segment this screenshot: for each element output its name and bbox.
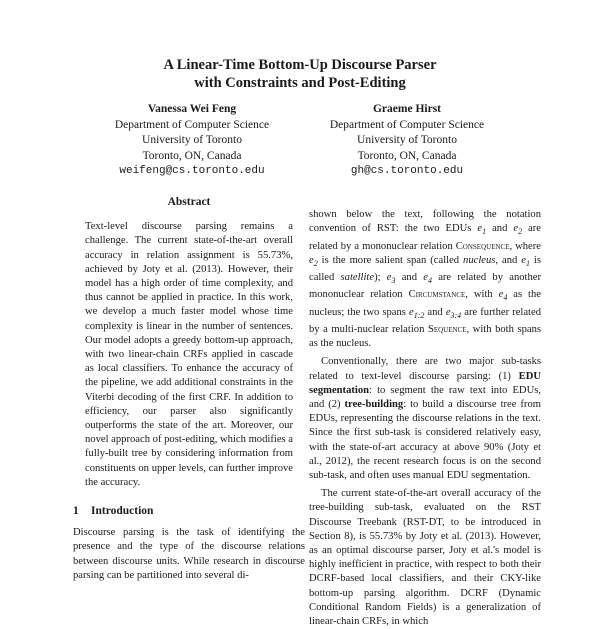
author-name: Graeme Hirst	[372, 103, 441, 115]
term-satellite: satellite	[340, 272, 375, 284]
title-line-2: with Constraints and Post-Editing	[194, 75, 406, 91]
author-email: weifeng@cs.toronto.edu	[119, 165, 265, 177]
rst-notation-paragraph: shown below the text, following the notation convention of RST: the two EDUs $e_1$ and $e_2$ are related by a mononuclear relation Consequence, where $e_2$ is the more salient span (called nucleus, and $e_1$ is called satellite); $e_3$ and $e_4$ are related by another mononuclear relation Circumstance, with $e_4$ as the nucleus; the two spans $e_{1:2}$ and $e_{3:4}$ are further related by a multi-nuclear relation Sequence, with both spans as the nucleus.	[309, 209, 542, 350]
left-column	[73, 195, 305, 583]
edu-symbol: $e_1$	[477, 223, 487, 237]
author-location: Toronto, ON, Canada	[357, 149, 457, 162]
section-number: 1	[73, 505, 79, 518]
author-block-2	[297, 102, 517, 180]
section-title: Introduction	[91, 505, 154, 518]
section-heading-introduction	[73, 504, 305, 518]
edu-symbol: $e_{1:2}$	[408, 306, 425, 320]
title-line-1: A Linear-Time Bottom-Up Discourse Parser	[163, 57, 437, 73]
edu-symbol: $e_{3:4}$	[445, 306, 462, 320]
author-name: Vanessa Wei Feng	[147, 103, 237, 115]
author-block-1	[82, 102, 302, 180]
author-university: University of Toronto	[142, 134, 242, 146]
paper-title	[0, 56, 600, 92]
author-location: Toronto, ON, Canada	[142, 149, 242, 162]
edu-symbol: $e_1$	[521, 254, 530, 268]
edu-symbol: $e_4$	[498, 289, 508, 303]
state-of-art-paragraph: The current state-of-the-art overall accuracy of the tree-building sub-task, evaluated on the RST Discourse Treebank (RST-DT, to be introduced in Section 8), is 55.73% by Joty et al. (2013). However, as an optimal discourse parser, Joty et al.'s model is highly inefficient in practice, with respect to both their DCRF-based local classifiers, and their CKY-like bottom-up parsing algorithm. DCRF (Dynamic Conditional Random Fields) is a generalization of linear-chain CRFs, in which	[309, 488, 541, 628]
term-nucleus: nucleus	[463, 254, 496, 266]
term-tree-building: tree-building	[344, 398, 404, 410]
edu-symbol: $e_4$	[423, 272, 432, 286]
author-email: gh@cs.toronto.edu	[350, 165, 464, 177]
relation-name: Sequence	[427, 323, 467, 335]
abstract-heading: Abstract	[167, 196, 211, 208]
edu-symbol: $e_3$	[386, 272, 396, 286]
edu-symbol: $e_2$	[309, 254, 318, 268]
edu-symbol: $e_2$	[513, 223, 523, 237]
author-university: University of Toronto	[357, 134, 457, 146]
introduction-paragraph: Discourse parsing is the task of identifying the presence and the type of the discourse relations between discourse units. While research in discourse parsing can be partitioned into several di-	[73, 527, 305, 581]
relation-name: Consequence	[455, 240, 510, 252]
author-department: Department of Computer Science	[329, 118, 485, 131]
author-department: Department of Computer Science	[114, 118, 270, 131]
relation-name: Circumstance	[408, 289, 466, 301]
right-column	[309, 208, 541, 629]
abstract-text: Text-level discourse parsing remains a challenge. The current state-of-the-art overall accuracy in relation assignment is 55.73%, achieved by Joty et al. (2013). However, their model has a high order of time complexity, and thus cannot be applied in practice. In this work, we develop a much faster model whose time complexity is linear in the number of sentences. Our model adopts a greedy bottom-up approach, with two linear-chain CRFs applied in cascade as local classifiers. To enhance the accuracy of the pipeline, we add additional constraints in the Viterbi decoding of the first CRF. In addition to efficiency, our parser also significantly outperforms the state of the art. Moreover, our novel approach of post-editing, which modifies a fully-built tree by considering information from constituents on upper levels, can further improve the accuracy.	[85, 221, 293, 488]
subtasks-paragraph: Conventionally, there are two major sub-tasks related to text-level discourse parsing: (1) EDU segmentation: to segment the raw text into EDUs, and (2) tree-building: to build a discourse tree from EDUs, representing the discourse relations in the text. Since the first sub-task is considered relatively easy, with the state-of-art accuracy at above 90% (Joty et al., 2012), the recent research focus is on the second sub-task, and often uses manual EDU segmentation.	[309, 356, 541, 481]
term-edu-segmentation: EDU segmentation	[309, 370, 541, 396]
